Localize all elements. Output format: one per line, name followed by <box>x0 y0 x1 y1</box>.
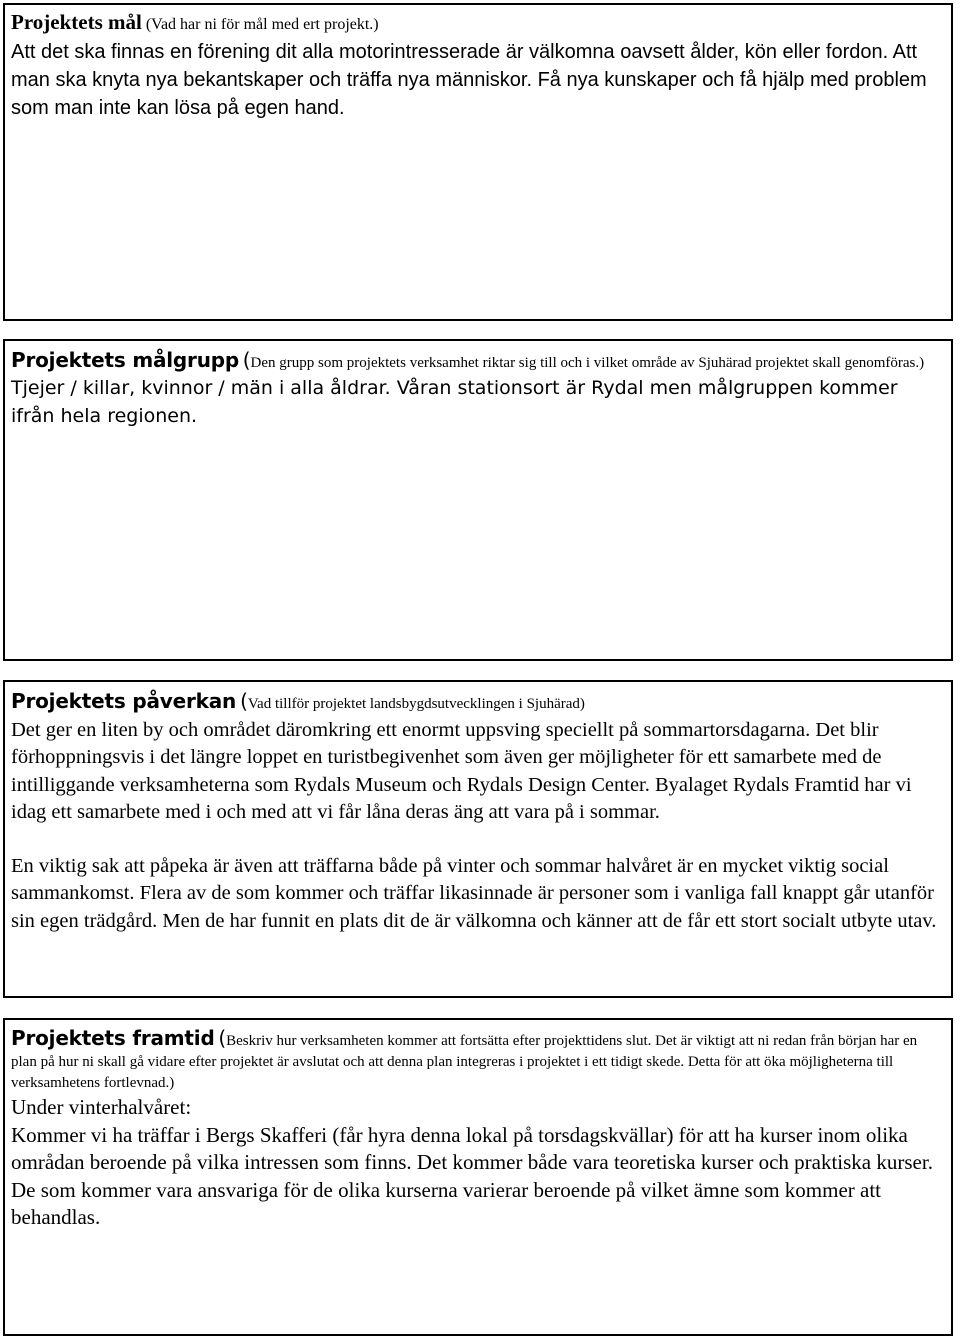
section-projektets-paverkan <box>3 680 953 998</box>
section-note: Vad tillför projektet landsbygdsutvecklingen i Sjuhärad) <box>247 696 585 712</box>
section-body: Kommer vi ha träffar i Bergs Skafferi (får hyra denna lokal på torsdagskvällar) för att ha kurser inom olika områdan beroende på vilka intressen som finns. Det kommer både vara teoretiska kurser och praktiska kurser. De som kommer vara ansvariga för de olika kurserna varierar beroende på vilket ämne som kommer att behandlas. <box>11 1122 933 1229</box>
section-note: Den grupp som projektets verksamhet riktar sig till och i vilket område av Sjuhärad projektet skall genomföras.) <box>250 355 925 371</box>
section-paragraph: En viktig sak att påpeka är även att träffarna både på vinter och sommar halvåret är en mycket viktig social sammankomst. Flera av de som kommer och träffar likasinnade är personer som i vanliga fall knappt går utanför sin egen trädgård. Men de har funnit en plats dit de är välkomna och känner att de får ett stort socialt utbyte utav. <box>11 855 937 932</box>
section-projektets-framtid <box>3 1018 953 1336</box>
section-body: Tjejer / killar, kvinnor / män i alla åldrar. Våran stationsort är Rydal men målgruppen kommer ifrån hela regionen. <box>11 377 898 427</box>
section-title: Projektets påverkan <box>11 689 237 713</box>
section-note: Beskriv hur verksamheten kommer att fortsätta efter projekttidens slut. Det är viktigt att ni redan från början har en plan på hur ni skall gå vidare efter projektet är avslutat och att denna plan integreras i projektet i ett tidigt skede. Detta för att öka möjligheterna till verksamhetens fortlevnad.) <box>11 1033 918 1091</box>
section-heading <box>11 688 945 717</box>
section-heading <box>11 9 945 38</box>
section-note-open: ( <box>242 348 251 372</box>
section-paragraph: Det ger en liten by och området däromkring ett enormt uppsving speciellt på sommartorsdagarna. Det blir förhoppningsvis i det längre loppet en turistbegivenhet som även ger möjligheter för ett samarbete med de intilliggande verksamheterna som Rydals Museum och Rydals Design Center. Byalaget Rydals Framtid har vi idag ett samarbete med i och med att vi får låna deras äng att vara på i sommar. <box>11 719 912 823</box>
section-heading <box>11 349 945 374</box>
section-projektets-mal <box>3 3 953 321</box>
section-heading <box>11 1028 945 1094</box>
section-note: (Vad har ni för mål med ert projekt.) <box>145 16 379 33</box>
section-note-open: ( <box>218 1026 227 1050</box>
section-title: Projektets målgrupp <box>11 348 239 372</box>
section-title: Projektets mål <box>11 10 142 34</box>
section-projektets-malgrupp <box>3 339 953 661</box>
section-note-open: ( <box>240 689 248 713</box>
section-subheading: Under vinterhalvåret: <box>11 1095 192 1119</box>
section-title: Projektets framtid <box>11 1026 215 1050</box>
section-body: Att det ska finnas en förening dit alla motorintresserade är välkomna oavsett ålder, kön eller fordon. Att man ska knyta nya bekantskaper och träffa nya människor. Få nya kunskaper och få hjälp med problem som man inte kan lösa på egen hand. <box>11 41 927 119</box>
